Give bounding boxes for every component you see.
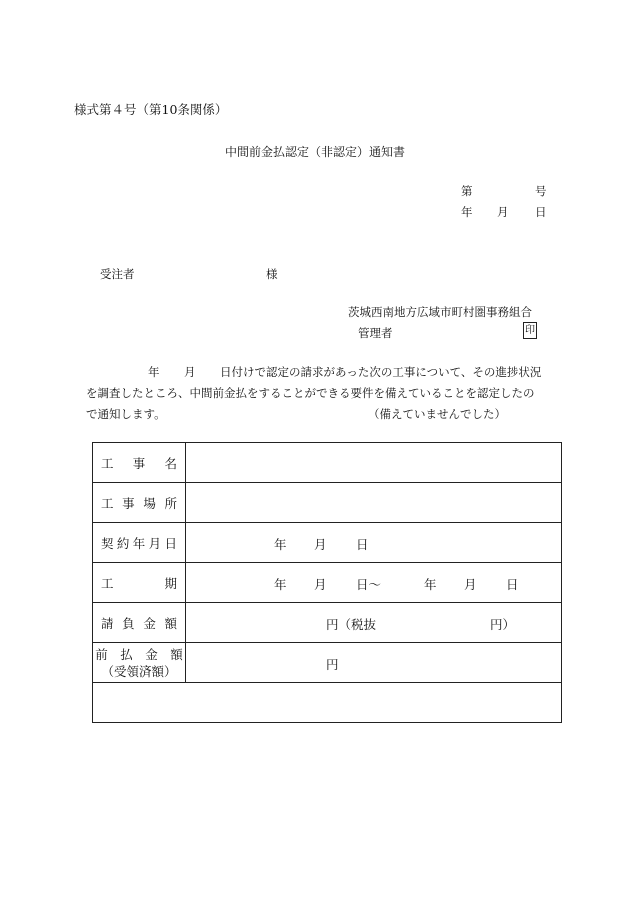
label-char: 日	[164, 535, 177, 551]
issuer-organization: 茨城西南地方広域市町村圏事務組合	[348, 305, 532, 319]
label-cell	[93, 443, 186, 483]
period-start-year: 年	[274, 577, 287, 592]
row-construction-site	[93, 483, 562, 523]
body-text-line3: で通知します。	[86, 407, 166, 421]
form-number: 様式第４号（第10条関係）	[74, 102, 228, 117]
period-start-month: 月	[314, 577, 327, 592]
advance-amount-yen: 円	[326, 657, 339, 672]
label-char: 約	[116, 535, 130, 551]
period-start-day: 日～	[356, 577, 382, 592]
contract-amount-yen: 円（税抜	[326, 617, 377, 632]
date-month: 月	[497, 205, 509, 219]
label-char: 事	[132, 455, 146, 471]
contract-day: 日	[356, 537, 369, 552]
label-char: 工	[101, 575, 114, 591]
label-cell	[93, 643, 186, 683]
issuer-title: 管理者	[358, 326, 393, 340]
label-cell	[93, 563, 186, 603]
label-char: 請	[101, 615, 114, 631]
label-char: 負	[122, 615, 135, 631]
label-char: 場	[143, 495, 156, 511]
row-period	[93, 563, 562, 603]
row-contract-date	[93, 523, 562, 563]
label-char: 工	[101, 495, 114, 511]
row-contract-amount	[93, 603, 562, 643]
label-advance-line1: 前 払 金 額	[95, 646, 183, 662]
label-contract-date	[93, 534, 185, 552]
date-day: 日	[535, 205, 547, 219]
label-advance-amount	[93, 646, 185, 680]
document-title: 中間前金払認定（非認定）通知書	[224, 145, 405, 159]
label-char: 工	[101, 455, 114, 471]
recipient-label: 受注者	[100, 267, 135, 281]
recipient-honorific: 様	[266, 267, 278, 281]
value-contract-amount[interactable]	[186, 603, 562, 643]
doc-number-prefix: 第	[461, 184, 473, 198]
value-construction-name[interactable]	[186, 443, 562, 483]
detail-table	[92, 442, 562, 723]
label-char: 名	[164, 455, 177, 471]
label-construction-site	[93, 494, 185, 512]
label-char: 月	[148, 535, 162, 551]
label-char: 期	[164, 575, 177, 591]
label-char: 事	[122, 495, 135, 511]
row-construction-name	[93, 443, 562, 483]
period-end-month: 月	[464, 577, 477, 592]
value-contract-date[interactable]	[186, 523, 562, 563]
body-month: 月	[184, 365, 196, 379]
seal-stamp: 印	[523, 322, 537, 339]
body-text-line1: 日付けで認定の請求があった次の工事について、その進捗状況	[220, 365, 542, 379]
label-cell	[93, 523, 186, 563]
body-year: 年	[148, 365, 160, 379]
label-advance-line2: （受領済額）	[101, 663, 177, 679]
period-end-day: 日	[506, 577, 519, 592]
doc-number-suffix: 号	[535, 184, 547, 198]
label-period	[93, 574, 185, 592]
date-year: 年	[461, 205, 473, 219]
label-char: 契	[101, 535, 114, 551]
notes-area[interactable]	[93, 683, 562, 723]
contract-amount-yen-close: 円）	[490, 617, 516, 632]
label-char: 金	[143, 615, 156, 631]
label-cell	[93, 603, 186, 643]
contract-month: 月	[314, 537, 327, 552]
period-end-year: 年	[424, 577, 437, 592]
row-advance-amount	[93, 643, 562, 683]
body-text-line2: を調査したところ、中間前金払をすることができる要件を備えていることを認定したの	[86, 386, 535, 400]
value-period[interactable]	[186, 563, 562, 603]
body-alternative-text: （備えていませんでした）	[368, 407, 506, 421]
label-contract-amount	[93, 614, 185, 632]
label-char: 所	[164, 495, 177, 511]
value-construction-site[interactable]	[186, 483, 562, 523]
row-notes	[93, 683, 562, 723]
contract-year: 年	[274, 537, 287, 552]
label-cell	[93, 483, 186, 523]
label-char: 額	[164, 615, 177, 631]
label-construction-name	[93, 454, 185, 472]
value-advance-amount[interactable]	[186, 643, 562, 683]
label-char: 年	[132, 535, 146, 551]
